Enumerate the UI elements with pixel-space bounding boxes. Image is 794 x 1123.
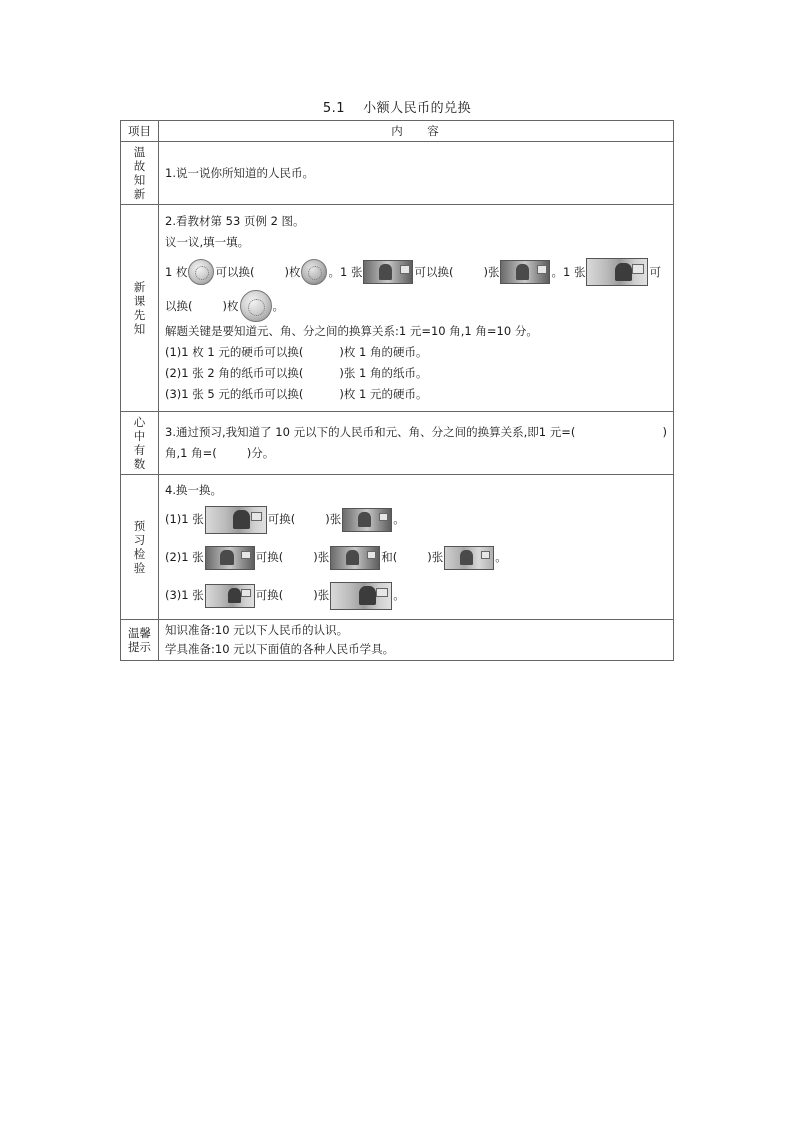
header-item: 项目 [121, 121, 159, 142]
worksheet-table [120, 120, 674, 661]
banknote-icon [363, 260, 413, 284]
question-2: 2.看教材第 53 页例 2 图。 [165, 214, 305, 228]
row-label-review: 温故知新 [121, 142, 159, 205]
question-1: 1.说一说你所知道的人民币。 [165, 165, 314, 180]
question-3-line-1: 3.通过预习,我知道了 10 元以下的人民币和元、角、分之间的换算关系,即1 元=( ) [165, 422, 667, 443]
question-3-line-2: 角,1 角=( )分。 [165, 446, 275, 460]
section-number: 5.1 [322, 101, 346, 116]
banknote-icon [205, 584, 255, 608]
row-label-tips: 温馨提示 [121, 620, 159, 661]
banknote-icon [500, 260, 550, 284]
knowledge-prep: 知识准备:10 元以下人民币的认识。 [165, 623, 349, 637]
banknote-icon [205, 546, 255, 570]
table-header-row [121, 121, 674, 142]
tools-prep: 学具准备:10 元以下面值的各种人民币学具。 [165, 642, 395, 656]
banknote-icon [205, 506, 267, 534]
key-point: 解题关键是要知道元、角、分之间的换算关系:1 元=10 角,1 角=10 分。 [165, 324, 538, 338]
answer-blank[interactable] [604, 422, 634, 443]
row-review [121, 142, 674, 205]
sub-question-2: (2)1 张 2 角的纸币可以换( )张 1 角的纸币。 [165, 366, 428, 380]
exchange-item-1: (1)1 张 可换( )张 。 [165, 501, 667, 539]
exchange-line-2: 以换( )枚 。 [165, 291, 667, 321]
row-content-summary [159, 412, 674, 475]
exchange-line-1: 1 枚 可以换( )枚 。1 张 可以换( )张 。1 张 可 [165, 253, 667, 291]
header-content [159, 121, 674, 142]
row-label-summary: 心中有数 [121, 412, 159, 475]
row-content-check [159, 475, 674, 620]
row-label-check: 预习检验 [121, 475, 159, 620]
row-content-new-lesson [159, 205, 674, 412]
coin-icon [188, 259, 214, 285]
row-label-new-lesson: 新课先知 [121, 205, 159, 412]
row-summary [121, 412, 674, 475]
exchange-item-3: (3)1 张 可换( )张 。 [165, 577, 667, 615]
section-title: 小额人民币的兑换 [363, 101, 472, 116]
row-content-tips [159, 620, 674, 661]
row-check [121, 475, 674, 620]
sub-question-1: (1)1 枚 1 元的硬币可以换( )枚 1 角的硬币。 [165, 345, 428, 359]
row-tips [121, 620, 674, 661]
banknote-icon [444, 546, 494, 570]
question-4: 4.换一换。 [165, 482, 222, 497]
row-new-lesson [121, 205, 674, 412]
coin-icon [301, 259, 327, 285]
row-content-review [159, 142, 674, 205]
page-title [0, 97, 794, 116]
banknote-icon [586, 258, 648, 286]
instruction-line: 议一议,填一填。 [165, 235, 250, 249]
exchange-item-2: (2)1 张 可换( )张 和( )张 。 [165, 539, 667, 577]
coin-icon [240, 290, 272, 322]
sub-question-3: (3)1 张 5 元的纸币可以换( )枚 1 元的硬币。 [165, 387, 428, 401]
banknote-icon [330, 582, 392, 610]
banknote-icon [342, 508, 392, 532]
header-content-label: 内 容 [391, 124, 441, 138]
banknote-icon [330, 546, 380, 570]
